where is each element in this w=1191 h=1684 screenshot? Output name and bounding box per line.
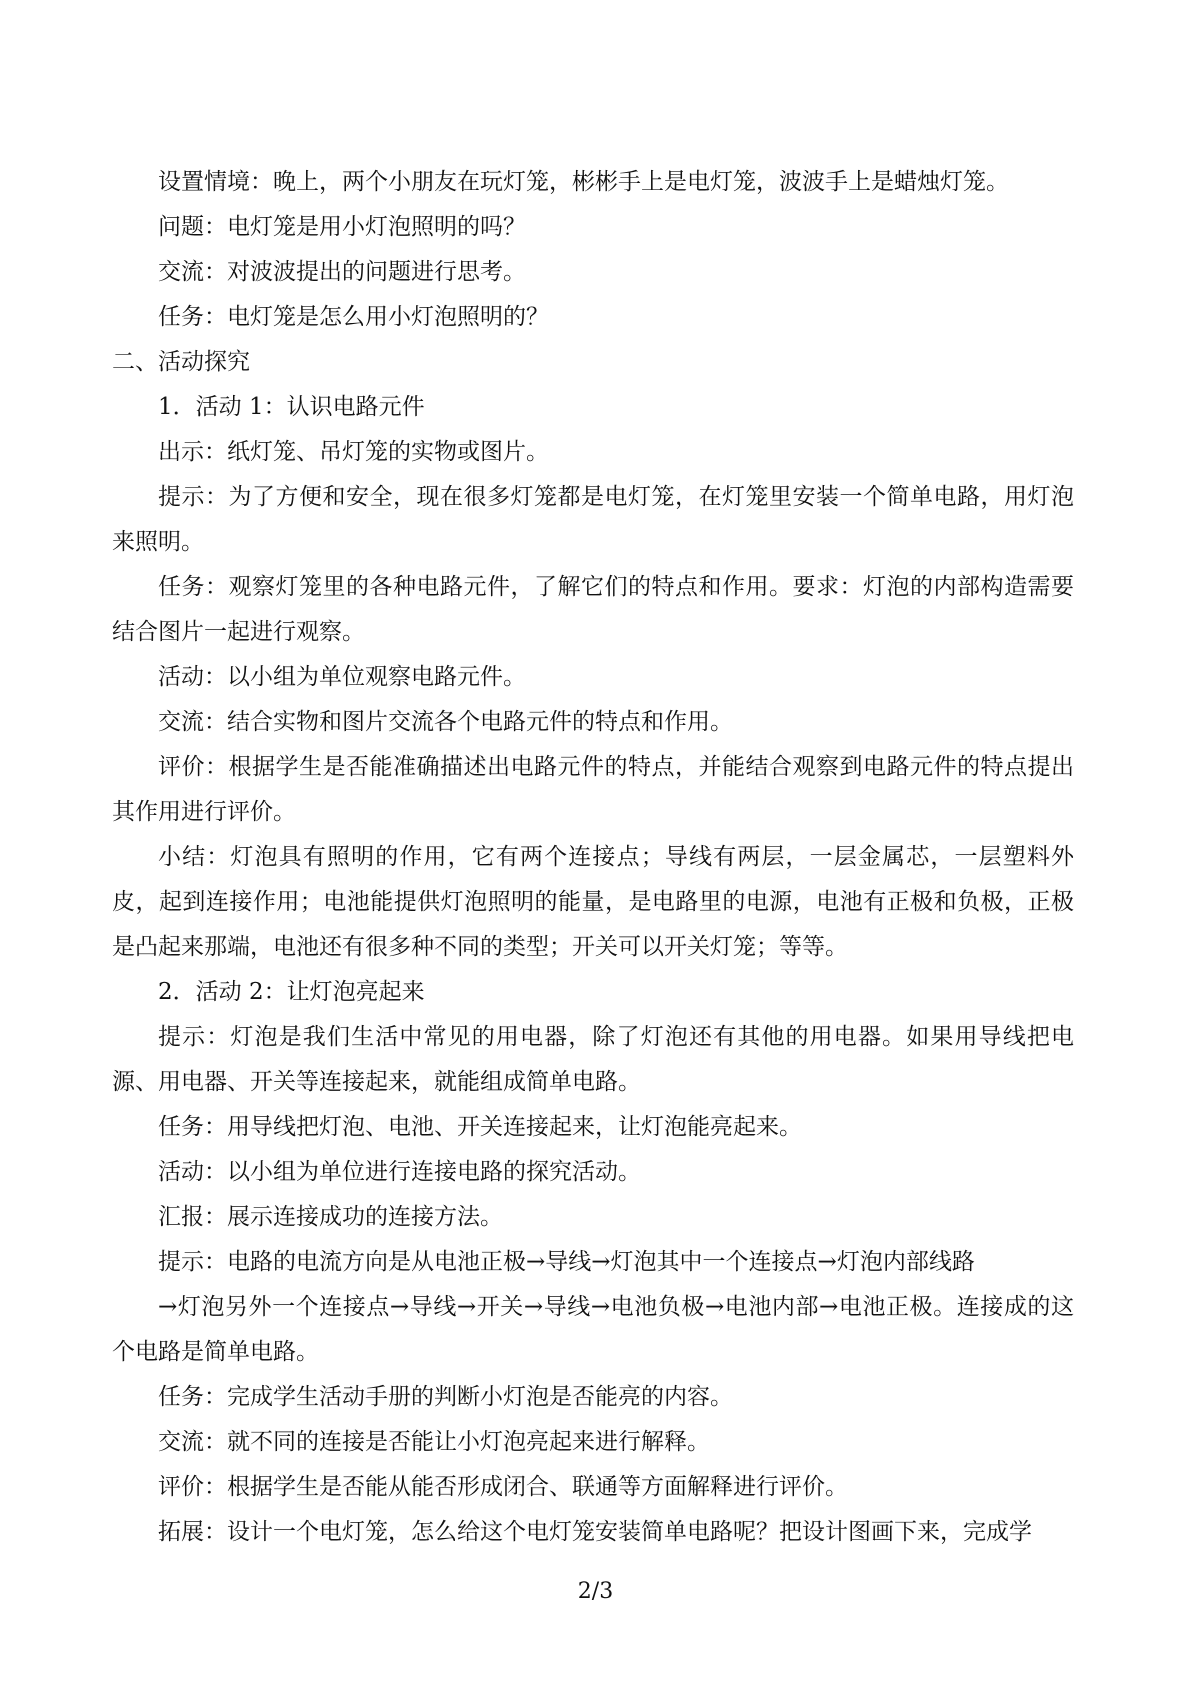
page-number: 2/3 [577,1579,614,1604]
paragraph: 设置情境：晚上，两个小朋友在玩灯笼，彬彬手上是电灯笼，波波手上是蜡烛灯笼。 [158,169,1009,195]
paragraph: 交流：对波波提出的问题进行思考。 [158,259,526,285]
paragraph: →灯泡另外一个连接点→导线→开关→导线→电池负极→电池内部→电池正极。连接成的这个电路是简单电路。 [112,1294,1074,1365]
paragraph: 提示：为了方便和安全，现在很多灯笼都是电灯笼，在灯笼里安装一个简单电路，用灯泡来照明。 [112,484,1074,555]
paragraph: 拓展：设计一个电灯笼，怎么给这个电灯笼安装简单电路呢？把设计图画下来，完成学 [158,1519,1032,1545]
paragraph: 小结：灯泡具有照明的作用，它有两个连接点；导线有两层，一层金属芯，一层塑料外皮，起到连接作用；电池能提供灯泡照明的能量，是电路里的电源，电池有正极和负极，正极是凸起来那端，电池还有很多种不同的类型；开关可以开关灯笼；等等。 [112,844,1074,960]
paragraph: 汇报：展示连接成功的连接方法。 [158,1204,503,1230]
paragraph: 出示：纸灯笼、吊灯笼的实物或图片。 [158,439,549,465]
paragraph: 提示：灯泡是我们生活中常见的用电器，除了灯泡还有其他的用电器。如果用导线把电源、用电器、开关等连接起来，就能组成简单电路。 [112,1024,1074,1095]
document-body [112,160,1074,1555]
paragraph: 任务：完成学生活动手册的判断小灯泡是否能亮的内容。 [158,1384,733,1410]
paragraph: 交流：就不同的连接是否能让小灯泡亮起来进行解释。 [158,1429,710,1455]
paragraph: 2．活动 2：让灯泡亮起来 [158,979,425,1005]
paragraph: 提示：电路的电流方向是从电池正极→导线→灯泡其中一个连接点→灯泡内部线路 [158,1249,975,1275]
paragraph: 活动：以小组为单位观察电路元件。 [158,664,526,690]
paragraph: 任务：用导线把灯泡、电池、开关连接起来，让灯泡能亮起来。 [158,1114,802,1140]
paragraph: 任务：电灯笼是怎么用小灯泡照明的？ [158,304,549,330]
paragraph: 评价：根据学生是否能从能否形成闭合、联通等方面解释进行评价。 [158,1474,848,1500]
paragraph: 活动：以小组为单位进行连接电路的探究活动。 [158,1159,641,1185]
paragraph: 交流：结合实物和图片交流各个电路元件的特点和作用。 [158,709,733,735]
paragraph: 评价：根据学生是否能准确描述出电路元件的特点，并能结合观察到电路元件的特点提出其作用进行评价。 [112,754,1074,825]
section-heading: 二、活动探究 [112,349,250,375]
paragraph: 1．活动 1：认识电路元件 [158,394,425,420]
paragraph: 任务：观察灯笼里的各种电路元件，了解它们的特点和作用。要求：灯泡的内部构造需要结合图片一起进行观察。 [112,574,1074,645]
paragraph: 问题：电灯笼是用小灯泡照明的吗？ [158,214,526,240]
